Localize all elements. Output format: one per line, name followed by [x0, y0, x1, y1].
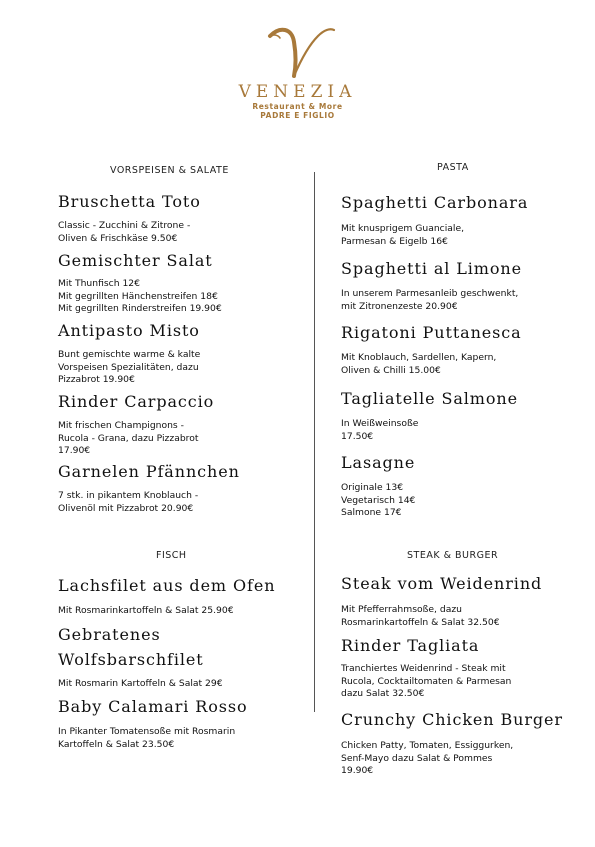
menu-item-name: Spaghetti Carbonara — [341, 193, 529, 212]
section-title: STEAK & BURGER — [407, 550, 499, 561]
menu-item-description: In unserem Parmesanleib geschwenkt, mit Zitronenzeste 20.90€ — [341, 288, 519, 312]
menu-item-description: Mit Pfefferrahmsoße, dazu Rosmarinkartoffeln & Salat 32.50€ — [341, 604, 500, 628]
menu-item-description: Chicken Patty, Tomaten, Essiggurken, Senf-Mayo dazu Salat & Pommes 19.90€ — [341, 740, 514, 776]
menu-item-name: Wolfsbarschfilet — [58, 650, 204, 669]
menu-item-description: 7 stk. in pikantem Knoblauch - Olivenöl mit Pizzabrot 20.90€ — [58, 490, 199, 514]
menu-item-name: Crunchy Chicken Burger — [341, 710, 563, 729]
menu-item-description: In Pikanter Tomatensoße mit Rosmarin Kartoffeln & Salat 23.50€ — [58, 726, 236, 750]
menu-item-description: In Weißweinsoße 17.50€ — [341, 418, 419, 442]
menu-item-name: Lasagne — [341, 453, 416, 472]
menu-item-name: Tagliatelle Salmone — [341, 389, 518, 408]
menu-item-name: Spaghetti al Limone — [341, 259, 522, 278]
stylized-v-logo-icon — [258, 18, 338, 82]
brand-subtitle: PADRE E FIGLIO — [260, 111, 335, 120]
section-title: PASTA — [437, 162, 469, 173]
column-divider — [314, 172, 315, 712]
menu-item-name: Garnelen Pfännchen — [58, 462, 240, 481]
restaurant-logo — [0, 18, 595, 120]
menu-item-name: Antipasto Misto — [58, 321, 200, 340]
brand-name: VENEZIA — [238, 82, 357, 102]
menu-item-description: Tranchiertes Weidenrind - Steak mit Rucola, Cocktailtomaten & Parmesan dazu Salat 32.50€ — [341, 663, 512, 699]
menu-item-name: Baby Calamari Rosso — [58, 697, 248, 716]
menu-item-description: Mit Thunfisch 12€ Mit gegrillten Hänchenstreifen 18€ Mit gegrillten Rinderstreifen 19.90€ — [58, 278, 222, 314]
menu-item-name: Gemischter Salat — [58, 251, 213, 270]
menu-item-name: Gebratenes — [58, 625, 161, 644]
menu-item-description: Originale 13€ Vegetarisch 14€ Salmone 17€ — [341, 482, 416, 518]
menu-item-description: Mit Rosmarinkartoffeln & Salat 25.90€ — [58, 605, 234, 616]
menu-item-description: Classic - Zucchini & Zitrone - Oliven & Frischkäse 9.50€ — [58, 220, 191, 244]
brand-tagline: Restaurant & More — [252, 102, 343, 111]
menu-item-name: Steak vom Weidenrind — [341, 574, 543, 593]
menu-item-description: Mit frischen Champignons - Rucola - Grana, dazu Pizzabrot 17.90€ — [58, 420, 199, 456]
menu-item-description: Bunt gemischte warme & kalte Vorspeisen Spezialitäten, dazu Pizzabrot 19.90€ — [58, 349, 201, 385]
menu-item-name: Rinder Tagliata — [341, 636, 480, 655]
menu-item-description: Mit Rosmarin Kartoffeln & Salat 29€ — [58, 678, 223, 689]
menu-item-name: Lachsfilet aus dem Ofen — [58, 576, 276, 595]
menu-item-name: Bruschetta Toto — [58, 192, 201, 211]
menu-item-name: Rigatoni Puttanesca — [341, 323, 522, 342]
section-title: VORSPEISEN & SALATE — [110, 165, 229, 176]
menu-item-name: Rinder Carpaccio — [58, 392, 215, 411]
menu-item-description: Mit Knoblauch, Sardellen, Kapern, Oliven & Chilli 15.00€ — [341, 352, 497, 376]
section-title: FISCH — [156, 550, 187, 561]
menu-item-description: Mit knusprigem Guanciale, Parmesan & Eigelb 16€ — [341, 223, 465, 247]
